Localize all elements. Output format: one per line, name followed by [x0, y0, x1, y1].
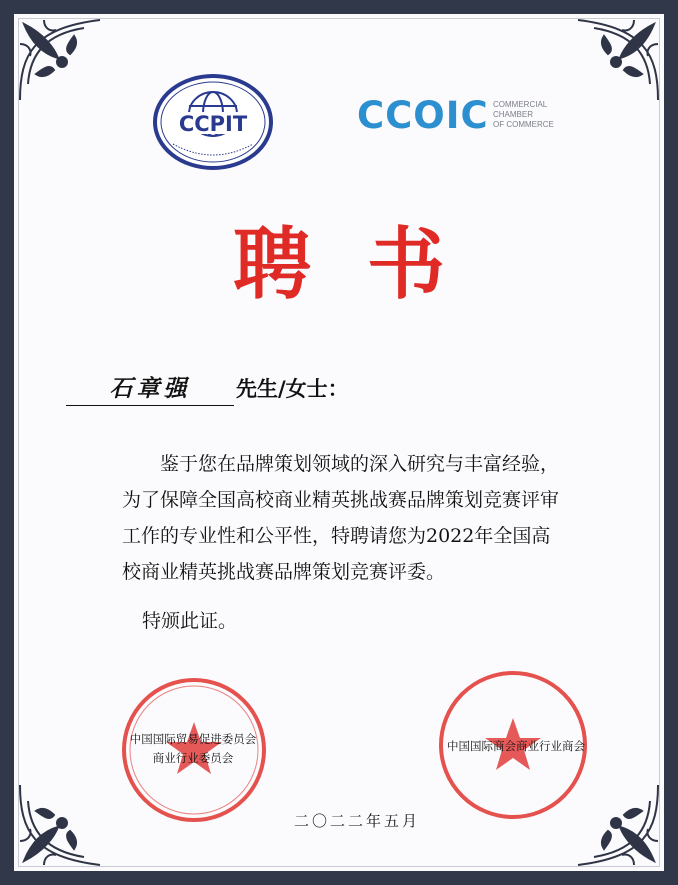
org-name-line: 中国国际贸易促进委员会: [129, 732, 257, 746]
corner-ornament-icon: [14, 14, 106, 106]
certificate-title: 聘书: [232, 220, 501, 310]
issue-date: 二〇二二年五月: [294, 812, 421, 830]
ccoic-subtitle-line: COMMERCIAL: [493, 100, 548, 109]
corner-ornament-icon: [572, 14, 664, 106]
signature-org-2: 中国国际商会商业行业商会: [447, 739, 585, 753]
closing-text: 特颁此证。: [142, 610, 238, 632]
ccoic-logo-text: CCOIC: [357, 94, 489, 137]
ccoic-logo: [357, 92, 567, 138]
corner-ornament-icon: [14, 779, 106, 871]
honorific: 先生/女士：: [236, 377, 349, 401]
ccoic-subtitle: [493, 100, 573, 130]
ccpit-logo: [151, 72, 275, 172]
certificate-body: [122, 446, 562, 590]
ccoic-subtitle-line: CHAMBER: [493, 110, 534, 119]
ccoic-subtitle-line: OF COMMERCE: [493, 120, 554, 129]
org-name-line: 商业行业委员会: [152, 751, 234, 765]
recipient-name: 石章强: [66, 370, 234, 406]
salutation: [66, 370, 349, 406]
certificate-paper: [14, 14, 664, 871]
signature-org-1: [98, 730, 288, 768]
body-paragraph: 鉴于您在品牌策划领域的深入研究与丰富经验，为了保障全国高校商业精英挑战赛品牌策划竞赛评审工作的专业性和公平性，特聘请您为2022年全国高校商业精英挑战赛品牌策划竞赛评委。: [122, 453, 560, 583]
ccpit-logo-text: CCPIT: [178, 112, 248, 136]
